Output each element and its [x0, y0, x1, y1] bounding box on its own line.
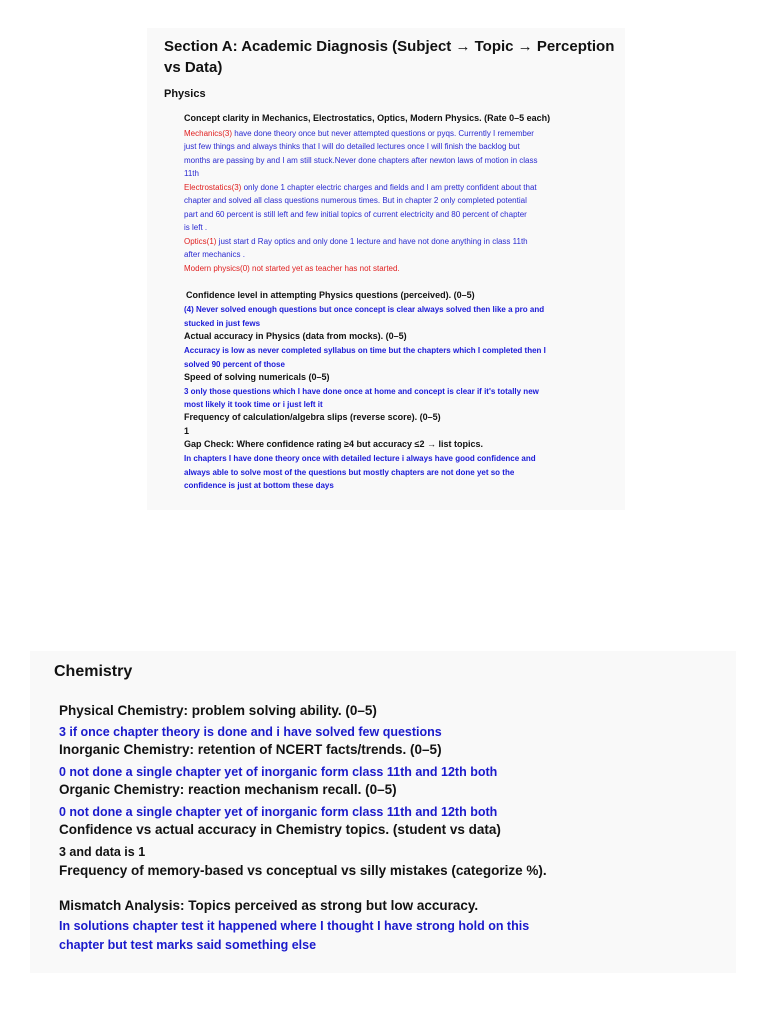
mismatch-answer-line2: chapter but test marks said something else: [59, 938, 317, 952]
organic-chemistry-answer: 0 not done a single chapter yet of inorganic form class 11th and 12th both: [59, 805, 498, 819]
inorganic-chemistry-question: Inorganic Chemistry: retention of NCERT facts/trends. (0–5): [59, 742, 442, 757]
physics-heading: Physics: [164, 88, 206, 100]
physics-accuracy-answer-line2: solved 90 percent of those: [184, 360, 285, 369]
organic-chemistry-question: Organic Chemistry: reaction mechanism recall. (0–5): [59, 782, 397, 797]
optics-line2: after mechanics .: [184, 250, 245, 259]
inorganic-chemistry-answer: 0 not done a single chapter yet of inorganic form class 11th and 12th both: [59, 765, 498, 779]
electrostatics-line1: Electrostatics(3) only done 1 chapter electric charges and fields and I am pretty confident about that: [184, 183, 537, 192]
mistake-frequency-question: Frequency of memory-based vs conceptual vs silly mistakes (categorize %).: [59, 863, 547, 878]
physics-confidence-answer-line1: (4) Never solved enough questions but once concept is clear always solved then like a pro and: [184, 305, 545, 314]
concept-question: Concept clarity in Mechanics, Electrostatics, Optics, Modern Physics. (Rate 0–5 each): [184, 113, 551, 123]
physical-chemistry-question: Physical Chemistry: problem solving ability. (0–5): [59, 703, 377, 718]
electrostatics-line2: chapter and solved all class questions numerous times. But in chapter 2 only completed potential: [184, 196, 527, 205]
optics-line1: Optics(1) just start d Ray optics and only done 1 lecture and have not done anything in class 11th: [184, 237, 528, 246]
physics-accuracy-answer-line1: Accuracy is low as never completed syllabus on time but the chapters which I completed then I: [184, 346, 546, 355]
section-title-line1: Section A: Academic Diagnosis (Subject → Topic → Perception: [164, 38, 615, 55]
speed-question: Speed of solving numericals (0–5): [184, 372, 330, 382]
mismatch-question: Mismatch Analysis: Topics perceived as strong but low accuracy.: [59, 898, 479, 913]
speed-answer-line2: most likely it took time or i just left it: [184, 400, 323, 409]
physics-confidence-question: Confidence level in attempting Physics questions (perceived). (0–5): [186, 290, 475, 300]
physics-accuracy-question: Actual accuracy in Physics (data from mocks). (0–5): [184, 331, 407, 341]
section-title-line2: vs Data): [164, 59, 223, 76]
chemistry-confidence-question: Confidence vs actual accuracy in Chemistry topics. (student vs data): [59, 822, 501, 837]
mismatch-answer-line1: In solutions chapter test it happened where I thought I have strong hold on this: [59, 919, 530, 933]
gap-check-answer-line3: confidence is just at bottom these days: [184, 481, 334, 490]
physics-confidence-answer-line2: stucked in just fews: [184, 319, 261, 328]
mechanics-line1: Mechanics(3) have done theory once but never attempted questions or pyqs. Currently I remember: [184, 129, 534, 138]
electrostatics-label: Electrostatics(3): [184, 183, 242, 192]
mechanics-line4: 11th: [184, 169, 199, 178]
gap-check-answer-line1: In chapters I have done theory once with detailed lecture i always have good confidence and: [184, 454, 536, 463]
gap-check-question: Gap Check: Where confidence rating ≥4 but accuracy ≤2 → list topics.: [184, 439, 483, 449]
chemistry-heading: Chemistry: [54, 663, 133, 680]
gap-check-answer-line2: always able to solve most of the questions but mostly chapters are not done yet so the: [184, 468, 515, 477]
electrostatics-line4: is left .: [184, 223, 208, 232]
electrostatics-line3: part and 60 percent is still left and few initial topics of current electricity and 80 percent of chapter: [184, 210, 527, 219]
mechanics-line2: just few things and always thinks that I will do detailed lectures once I will finish the backlog but: [184, 142, 520, 151]
physical-chemistry-answer: 3 if once chapter theory is done and i have solved few questions: [59, 725, 442, 739]
mechanics-line3: months are passing by and I am still stuck.Never done chapters after newton laws of motion in class: [184, 156, 538, 165]
slips-question: Frequency of calculation/algebra slips (reverse score). (0–5): [184, 412, 441, 422]
mechanics-label: Mechanics(3): [184, 129, 233, 138]
slips-answer: 1: [184, 426, 190, 436]
modern-physics-line: Modern physics(0) not started yet as teacher has not started.: [184, 264, 400, 273]
optics-label: Optics(1): [184, 237, 217, 246]
speed-answer-line1: 3 only those questions which I have done once at home and concept is clear if it's totally new: [184, 387, 539, 396]
chemistry-confidence-answer: 3 and data is 1: [59, 845, 146, 859]
